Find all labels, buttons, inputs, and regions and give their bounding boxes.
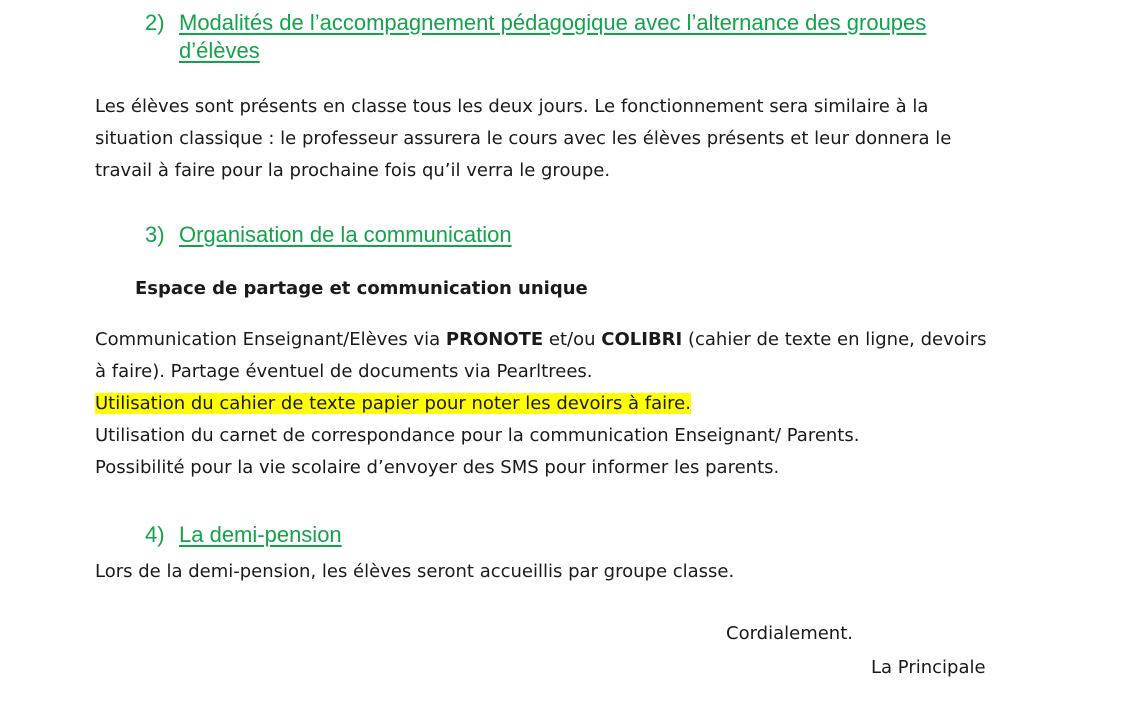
paragraph-line: à faire). Partage éventuel de documents via Pearltrees. bbox=[95, 361, 593, 382]
section-3-title: Organisation de la communication bbox=[179, 222, 512, 247]
section-3-paragraph bbox=[95, 324, 1015, 484]
paragraph-line: travail à faire pour la prochaine fois qu’il verra le groupe. bbox=[95, 160, 611, 181]
section-2-paragraph bbox=[95, 91, 1015, 187]
section-4-number: 4) bbox=[145, 522, 165, 547]
section-2-title-line2: d’élèves bbox=[179, 38, 260, 63]
text-run: Communication Enseignant/Elèves via bbox=[95, 329, 446, 350]
paragraph-line: situation classique : le professeur assurera le cours avec les élèves présents et leur donnera le bbox=[95, 128, 952, 149]
closing-salutation: Cordialement. bbox=[726, 623, 853, 644]
section-4-title: La demi-pension bbox=[179, 522, 342, 547]
section-2-heading bbox=[145, 9, 1005, 65]
paragraph-line: Possibilité pour la vie scolaire d’envoyer des SMS pour informer les parents. bbox=[95, 457, 780, 478]
highlighted-text: Utilisation du cahier de texte papier pour noter les devoirs à faire. bbox=[95, 393, 691, 414]
paragraph-line: Utilisation du carnet de correspondance pour la communication Enseignant/ Parents. bbox=[95, 425, 860, 446]
section-4-paragraph bbox=[95, 556, 1015, 588]
text-run: (cahier de texte en ligne, devoirs bbox=[682, 329, 987, 350]
text-run: et/ou bbox=[543, 329, 602, 350]
section-3-heading bbox=[145, 221, 745, 249]
pronote-label: PRONOTE bbox=[445, 329, 544, 350]
section-3-subheading: Espace de partage et communication unique bbox=[135, 278, 588, 299]
communication-line bbox=[95, 324, 1015, 356]
paragraph-line: Les élèves sont présents en classe tous les deux jours. Le fonctionnement sera similaire à la bbox=[95, 96, 929, 117]
section-2-number: 2) bbox=[145, 10, 165, 35]
signature: La Principale bbox=[871, 657, 986, 678]
colibri-label: COLIBRI bbox=[601, 329, 683, 350]
paragraph-line: Lors de la demi-pension, les élèves seront accueillis par groupe classe. bbox=[95, 561, 735, 582]
highlighted-line bbox=[95, 388, 1015, 420]
section-4-heading bbox=[145, 521, 545, 549]
section-3-number: 3) bbox=[145, 222, 165, 247]
section-2-title-line1: Modalités de l’accompagnement pédagogique avec l’alternance des groupes bbox=[179, 10, 927, 35]
